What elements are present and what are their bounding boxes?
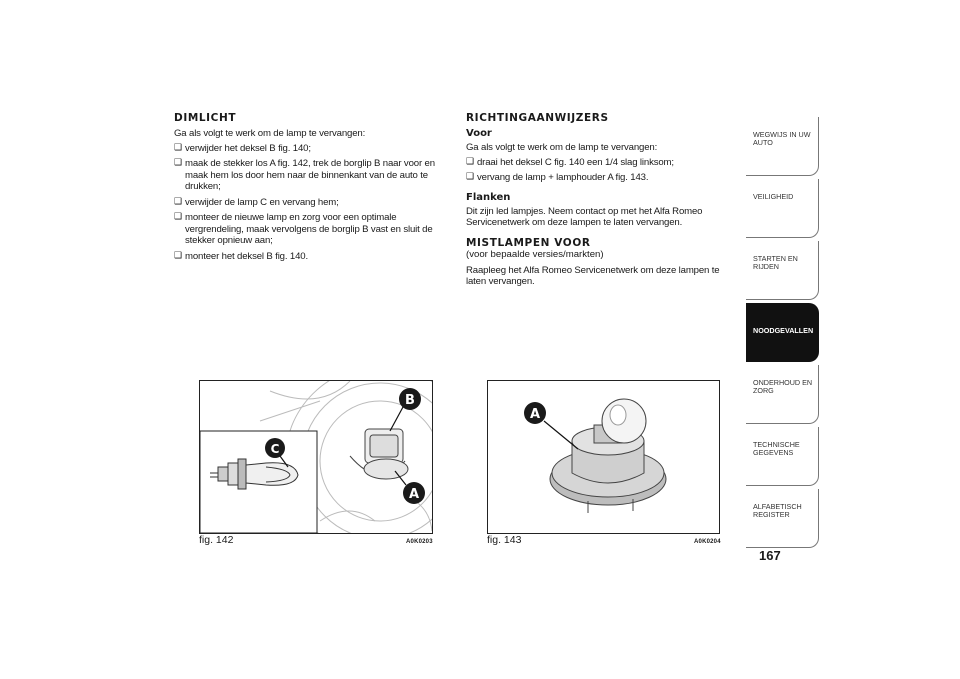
- section-title-richtingaanwijzers: RICHTINGAANWIJZERS: [466, 112, 609, 124]
- tab-veiligheid[interactable]: [746, 179, 819, 238]
- tab-label: TECHNISCHE GEGEVENS: [753, 440, 800, 457]
- tab-onderhoud-en-zorg[interactable]: [746, 365, 819, 424]
- label-badge-a: [524, 402, 546, 424]
- right-column: [466, 112, 728, 291]
- figure-142-code: A0K0203: [406, 539, 433, 545]
- list-item: ❑ verwijder het deksel B fig. 140;: [174, 143, 446, 155]
- list-item: ❑ monteer het deksel B fig. 140.: [174, 251, 446, 263]
- tab-label: VEILIGHEID: [753, 192, 794, 201]
- mist-note: (voor bepaalde versies/markten): [466, 248, 604, 260]
- list-item: ❑ monteer de nieuwe lamp en zorg voor een optimale vergrendeling, maak vervolgens de borglip B vast en sluit de stekker opnieuw aan;: [174, 212, 446, 247]
- tab-starten-en-rijden[interactable]: [746, 241, 819, 300]
- tab-technische-gegevens[interactable]: [746, 427, 819, 486]
- dimlicht-steps: [174, 143, 446, 263]
- mist-text: Raapleeg het Alfa Romeo Servicenetwerk om deze lampen te laten vervangen.: [466, 264, 720, 287]
- label-badge-b: [399, 388, 421, 410]
- list-item: ❑ vervang de lamp + lamphouder A fig. 143.: [466, 172, 728, 184]
- tab-wegwijs[interactable]: [746, 117, 819, 176]
- section-title-mistlampen: MISTLAMPEN VOOR: [466, 236, 591, 249]
- tab-alfabetisch-register[interactable]: [746, 489, 819, 548]
- figure-142-caption: fig. 142: [199, 534, 234, 546]
- headlight-assembly-illustration: [200, 381, 432, 533]
- figure-143-code: A0K0204: [694, 539, 721, 545]
- svg-text:A: A: [408, 487, 420, 502]
- bulb-holder-illustration: [488, 381, 719, 533]
- tab-label: NOODGEVALLEN: [753, 326, 814, 335]
- svg-text:A: A: [529, 407, 541, 422]
- label-badge-a: [403, 482, 425, 504]
- svg-text:B: B: [405, 393, 415, 408]
- chapter-sidebar: [746, 117, 819, 551]
- figure-143-caption: fig. 143: [487, 534, 522, 546]
- page-number: 167: [759, 548, 781, 563]
- left-column: [174, 112, 446, 266]
- richting-steps: [466, 157, 728, 184]
- tab-label: STARTEN EN RIJDEN: [753, 254, 798, 271]
- list-item: ❑ maak de stekker los A fig. 142, trek de borglip B naar voor en maak hem los door hem naar de binnenkant van de auto te drukken;: [174, 158, 446, 193]
- label-badge-c: [265, 438, 285, 458]
- dimlicht-intro: Ga als volgt te werk om de lamp te vervangen:: [174, 128, 366, 139]
- subtitle-voor: Voor: [466, 128, 492, 139]
- tab-label: ONDERHOUD EN ZORG: [753, 378, 813, 395]
- figure-143-image: [487, 380, 720, 534]
- section-title-dimlicht: DIMLICHT: [174, 112, 237, 124]
- tab-label: WEGWIJS IN UW AUTO: [753, 130, 811, 147]
- svg-text:C: C: [270, 442, 280, 456]
- list-item: ❑ draai het deksel C fig. 140 een 1/4 slag linksom;: [466, 157, 728, 169]
- list-item: ❑ verwijder de lamp C en vervang hem;: [174, 197, 446, 209]
- tab-label: ALFABETISCH REGISTER: [753, 502, 802, 519]
- figure-142-image: [199, 380, 433, 534]
- tab-noodgevallen[interactable]: [746, 303, 819, 362]
- subtitle-flanken: Flanken: [466, 191, 511, 203]
- richting-intro: Ga als volgt te werk om de lamp te vervangen:: [466, 142, 658, 153]
- flanken-text: Dit zijn led lampjes. Neem contact op met het Alfa Romeo Servicenetwerk om deze lampen te laten vervangen.: [466, 205, 703, 228]
